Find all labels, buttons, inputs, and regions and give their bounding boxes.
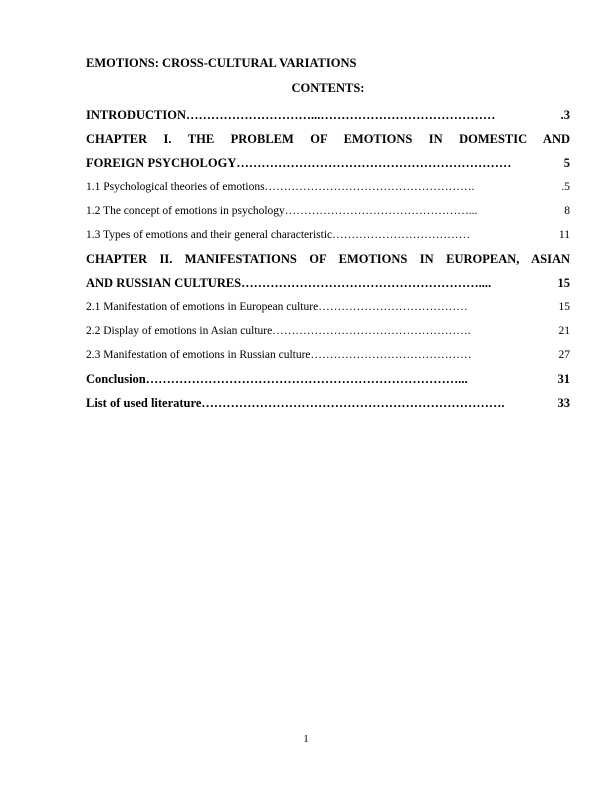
- toc-entry-text: 1.3 Types of emotions and their general characteristic: [86, 229, 333, 241]
- toc-entry-text: INTRODUCTION: [86, 108, 187, 122]
- toc-page-number: 33: [557, 396, 570, 410]
- toc-leader: ……………………………………………….: [264, 181, 475, 193]
- toc-entry-chapter-2[interactable]: [86, 247, 570, 295]
- toc-leader: ……………………………………………………………….: [201, 396, 505, 410]
- toc-entry-text-line1: CHAPTER I. THE PROBLEM OF EMOTIONS IN DOMESTIC AND: [86, 132, 570, 146]
- toc-entry-text-line1: CHAPTER II. MANIFESTATIONS OF EMOTIONS IN EUROPEAN, ASIAN: [86, 252, 570, 266]
- toc-entry-text: AND RUSSIAN CULTURES: [86, 276, 242, 290]
- toc-page-number: 21: [558, 325, 570, 337]
- toc-page-number: 15: [558, 301, 570, 313]
- toc-leader: …………………………………………………....: [241, 276, 492, 290]
- toc-leader: ……………………………………: [310, 349, 472, 361]
- toc-leader: …………………………………………………………………...: [145, 372, 468, 386]
- toc-entry-introduction[interactable]: [86, 103, 570, 127]
- toc-page-number: .5: [561, 181, 570, 193]
- toc-entry-section-1-3[interactable]: [86, 223, 570, 247]
- toc-page-number: 27: [558, 349, 570, 361]
- toc-entry-chapter-1[interactable]: [86, 127, 570, 175]
- toc-leader: …………………………...……………………………………: [186, 108, 496, 122]
- toc-entry-text: 1.1 Psychological theories of emotions: [86, 181, 265, 193]
- toc-page-number: 31: [557, 372, 570, 386]
- toc-leader: …………………………………………...: [284, 205, 478, 217]
- toc-leader: …………………………………………………………: [236, 156, 512, 170]
- toc-entry-section-2-1[interactable]: [86, 295, 570, 319]
- toc-entry-section-2-3[interactable]: [86, 343, 570, 367]
- toc-page-number: .3: [560, 108, 570, 122]
- toc-entry-text: 1.2 The concept of emotions in psychology: [86, 205, 285, 217]
- toc-entry-section-2-2[interactable]: [86, 319, 570, 343]
- toc-page-number: 5: [563, 156, 570, 170]
- contents-heading: CONTENTS:: [291, 81, 365, 95]
- toc-entry-section-1-2[interactable]: [86, 199, 570, 223]
- toc-entry-text: 2.3 Manifestation of emotions in Russian culture: [86, 349, 311, 361]
- toc-page-number: 11: [558, 229, 570, 241]
- toc-entry-text: 2.1 Manifestation of emotions in European culture: [86, 301, 319, 313]
- toc-page-number: 8: [564, 205, 570, 217]
- toc-leader: …………………………………………….: [272, 325, 471, 337]
- table-of-contents: [86, 103, 570, 415]
- page-number: 1: [303, 733, 309, 745]
- toc-leader: …………………………………: [318, 301, 468, 313]
- toc-page-number: 15: [557, 276, 570, 290]
- toc-entry-text: FOREIGN PSYCHOLOGY: [86, 156, 237, 170]
- toc-leader: ………………………………: [332, 229, 471, 241]
- toc-entry-literature[interactable]: [86, 391, 570, 415]
- toc-entry-conclusion[interactable]: [86, 367, 570, 391]
- toc-entry-text: List of used literature: [86, 396, 202, 410]
- toc-entry-text: Conclusion: [86, 372, 146, 386]
- toc-entry-text: 2.2 Display of emotions in Asian culture: [86, 325, 273, 337]
- toc-entry-section-1-1[interactable]: [86, 175, 570, 199]
- document-title: EMOTIONS: CROSS-CULTURAL VARIATIONS: [86, 56, 357, 70]
